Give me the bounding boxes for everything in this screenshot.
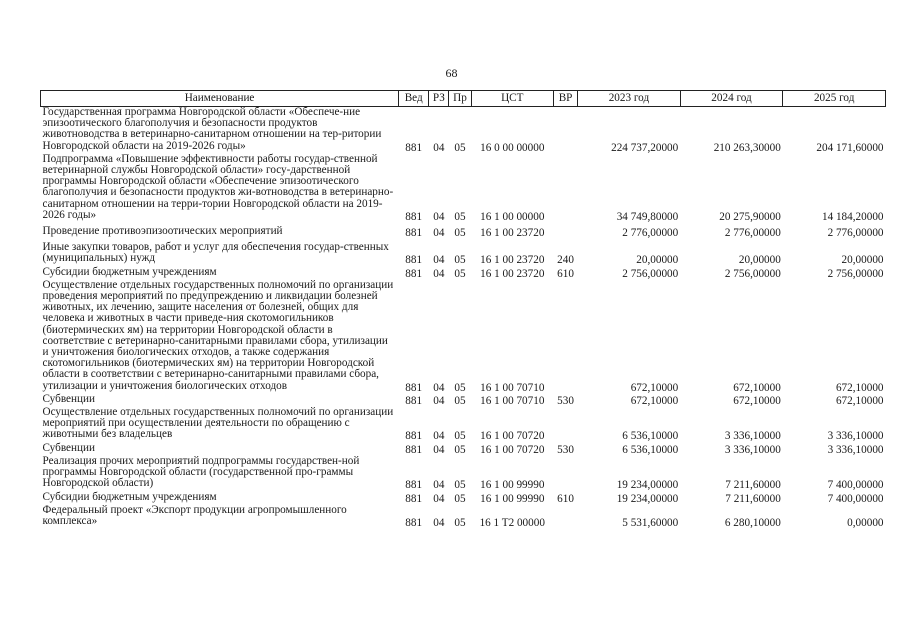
cell-cst: 16 1 00 23720 — [480, 267, 545, 280]
cell-2023: 5 531,60000 — [622, 516, 679, 529]
cell-2025: 3 336,10000 — [827, 443, 884, 456]
cell-pr: 05 — [454, 394, 466, 407]
table-row — [41, 107, 886, 154]
cell-2024: 7 211,60000 — [725, 492, 781, 505]
cell-cst: 16 1 T2 00000 — [479, 516, 545, 529]
table-row — [41, 407, 886, 443]
cell-ved: 881 — [405, 210, 423, 223]
cell-pr: 05 — [454, 443, 466, 456]
cell-name: Осуществление отдельных государственных полномочий по организации проведения мероприятий по предупреждению и ликвидации болезней животных, их лечению, защите населения от болезней, общих для человека и животных в части приведе-ния скотомогильников (биотермических ям) на территории Новгородской области в соответствие с ветеринарно-санитарными правилами сбора, утилизации и уничтожения биологических отходов, а также содержания скотомогильников (биотермических ям) на территории Новгородской области в соответствии с ветеринарно-санитарными правилами сбора, утилизации и уничтожения биологических отходов — [42, 278, 394, 392]
cell-2025: 672,10000 — [835, 394, 884, 407]
cell-2023: 6 536,10000 — [622, 443, 679, 456]
cell-vr — [554, 407, 578, 443]
cell-2023: 672,10000 — [630, 394, 679, 407]
cell-2023: 20,00000 — [636, 254, 679, 267]
header-rz: РЗ — [429, 91, 449, 107]
cell-2024: 20,00000 — [738, 254, 781, 267]
table-row — [41, 456, 886, 492]
cell-rz: 04 — [433, 516, 445, 529]
cell-vr: 610 — [557, 492, 574, 505]
table-row — [41, 154, 886, 223]
cell-rz: 04 — [433, 267, 445, 280]
cell-ved: 881 — [405, 381, 423, 394]
cell-name: Субвенции — [42, 392, 95, 405]
table-row — [41, 505, 886, 529]
cell-2025: 204 171,60000 — [816, 141, 884, 154]
header-name: Наименование — [41, 91, 399, 107]
cell-pr: 05 — [454, 479, 466, 492]
cell-ved: 881 — [405, 443, 423, 456]
cell-2024: 2 776,00000 — [724, 227, 781, 240]
cell-rz: 04 — [433, 227, 445, 240]
cell-rz: 04 — [433, 381, 445, 394]
cell-cst: 16 0 00 00000 — [480, 141, 545, 154]
header-2024: 2024 год — [680, 91, 783, 107]
cell-pr: 05 — [454, 267, 466, 280]
cell-cst: 16 1 00 99990 — [480, 479, 545, 492]
page-number: 68 — [445, 66, 458, 80]
cell-2025: 3 336,10000 — [827, 430, 884, 443]
cell-name: Государственная программа Новгородской области «Обеспече-ние эпизоотического благополучия и безопасности продуктов животноводства в ветеринарно-санитарном отношении на тер-ритории Новгородской области на 2019-2026 годы» — [42, 106, 382, 152]
cell-cst: 16 1 00 99990 — [480, 492, 545, 505]
cell-ved: 881 — [405, 492, 423, 505]
cell-rz: 04 — [433, 479, 445, 492]
cell-2024: 3 336,10000 — [724, 443, 781, 456]
cell-2023: 2 756,00000 — [622, 267, 679, 280]
cell-name: Проведение противоэпизоотических мероприятий — [42, 225, 283, 238]
cell-cst: 16 1 00 70720 — [480, 430, 545, 443]
cell-cst: 16 1 00 00000 — [480, 210, 545, 223]
header-vr: ВР — [554, 91, 578, 107]
cell-2024: 672,10000 — [733, 381, 781, 394]
cell-ved: 881 — [405, 430, 423, 443]
cell-ved: 881 — [405, 479, 423, 492]
cell-2025: 14 184,20000 — [821, 210, 884, 223]
cell-2023: 672,10000 — [630, 381, 679, 394]
cell-2024: 6 280,10000 — [724, 516, 781, 529]
cell-vr: 530 — [557, 443, 574, 456]
cell-2024: 2 756,00000 — [724, 267, 781, 280]
cell-2025: 0,00000 — [847, 516, 884, 529]
cell-rz: 04 — [433, 430, 445, 443]
cell-pr: 05 — [454, 430, 466, 443]
cell-vr — [554, 280, 578, 394]
cell-vr — [554, 154, 578, 223]
table-row — [41, 223, 886, 239]
cell-ved: 881 — [405, 227, 423, 240]
cell-pr: 05 — [454, 141, 466, 154]
cell-2024: 20 275,90000 — [719, 210, 781, 223]
cell-ved: 881 — [405, 516, 423, 529]
cell-rz: 04 — [433, 141, 445, 154]
table-row — [41, 443, 886, 456]
cell-2025: 7 400,00000 — [827, 492, 884, 505]
cell-rz: 04 — [433, 254, 445, 267]
table-body — [41, 107, 886, 530]
cell-ved: 881 — [405, 254, 423, 267]
cell-pr: 05 — [454, 254, 466, 267]
cell-name: Субсидии бюджетным учреждениям — [42, 490, 217, 503]
cell-2023: 2 776,00000 — [622, 227, 679, 240]
cell-cst: 16 1 00 70710 — [480, 381, 545, 394]
table-row — [41, 280, 886, 394]
header-pr: Пр — [449, 91, 471, 107]
cell-name: Подпрограмма «Повышение эффективности работы государ-ственной ветеринарной службы Новгородской области» госу-дарственной программы Новгородской области «Обеспечение эпизоотического благополучия и безопасности продуктов жи-вотноводства в ветеринарно-санитарном отношении на терри-тории Новгородской области на 2019-2026 годы» — [42, 152, 394, 221]
cell-cst: 16 1 00 23720 — [480, 227, 545, 240]
cell-2025: 2 776,00000 — [827, 227, 884, 240]
cell-vr: 610 — [557, 267, 574, 280]
cell-vr — [554, 456, 578, 492]
cell-rz: 04 — [433, 210, 445, 223]
cell-pr: 05 — [454, 227, 466, 240]
cell-2023: 6 536,10000 — [622, 430, 679, 443]
cell-name: Реализация прочих мероприятий подпрограммы государствен-ной программы Новгородской области (государственной про-граммы Новгородской области) — [42, 454, 360, 490]
cell-2024: 7 211,60000 — [725, 479, 781, 492]
table-row — [41, 267, 886, 280]
cell-2024: 3 336,10000 — [724, 430, 781, 443]
header-2023: 2023 год — [578, 91, 681, 107]
cell-name: Субсидии бюджетным учреждениям — [42, 265, 217, 278]
cell-2024: 210 263,30000 — [713, 141, 781, 154]
cell-2023: 224 737,20000 — [611, 141, 679, 154]
cell-2023: 34 749,80000 — [616, 210, 679, 223]
cell-2025: 7 400,00000 — [827, 479, 884, 492]
cell-name: Осуществление отдельных государственных полномочий по организации мероприятий при осуществлении деятельности по обращению с животными без владельцев — [42, 406, 394, 441]
table-header-row — [41, 91, 886, 107]
table-row — [41, 239, 886, 266]
budget-table — [40, 90, 886, 529]
cell-cst: 16 1 00 70710 — [480, 394, 545, 407]
cell-2025: 672,10000 — [835, 381, 884, 394]
cell-vr — [554, 505, 578, 529]
header-cst: ЦСТ — [471, 91, 553, 107]
cell-vr: 240 — [557, 254, 574, 267]
cell-name: Субвенции — [42, 441, 95, 454]
cell-vr — [554, 107, 578, 154]
table-row — [41, 492, 886, 505]
header-ved: Вед — [399, 91, 429, 107]
cell-2025: 2 756,00000 — [827, 267, 884, 280]
cell-vr — [554, 223, 578, 239]
cell-cst: 16 1 00 70720 — [480, 443, 545, 456]
cell-pr: 05 — [454, 381, 466, 394]
cell-vr: 530 — [557, 394, 574, 407]
cell-pr: 05 — [454, 210, 466, 223]
cell-rz: 04 — [433, 443, 445, 456]
header-2025: 2025 год — [783, 91, 886, 107]
cell-ved: 881 — [405, 267, 423, 280]
cell-2023: 19 234,00000 — [616, 492, 679, 505]
cell-name: Федеральный проект «Экспорт продукции агропромышленного комплекса» — [42, 503, 347, 527]
cell-rz: 04 — [433, 492, 445, 505]
cell-2023: 19 234,00000 — [616, 479, 679, 492]
cell-pr: 05 — [454, 516, 466, 529]
cell-pr: 05 — [454, 492, 466, 505]
cell-ved: 881 — [405, 141, 423, 154]
cell-rz: 04 — [433, 394, 445, 407]
cell-2025: 20,00000 — [841, 254, 884, 267]
cell-name: Иные закупки товаров, работ и услуг для обеспечения государ-ственных (муниципальных) нужд — [42, 241, 389, 265]
cell-2024: 672,10000 — [733, 394, 781, 407]
cell-cst: 16 1 00 23720 — [480, 254, 545, 267]
cell-ved: 881 — [405, 394, 423, 407]
